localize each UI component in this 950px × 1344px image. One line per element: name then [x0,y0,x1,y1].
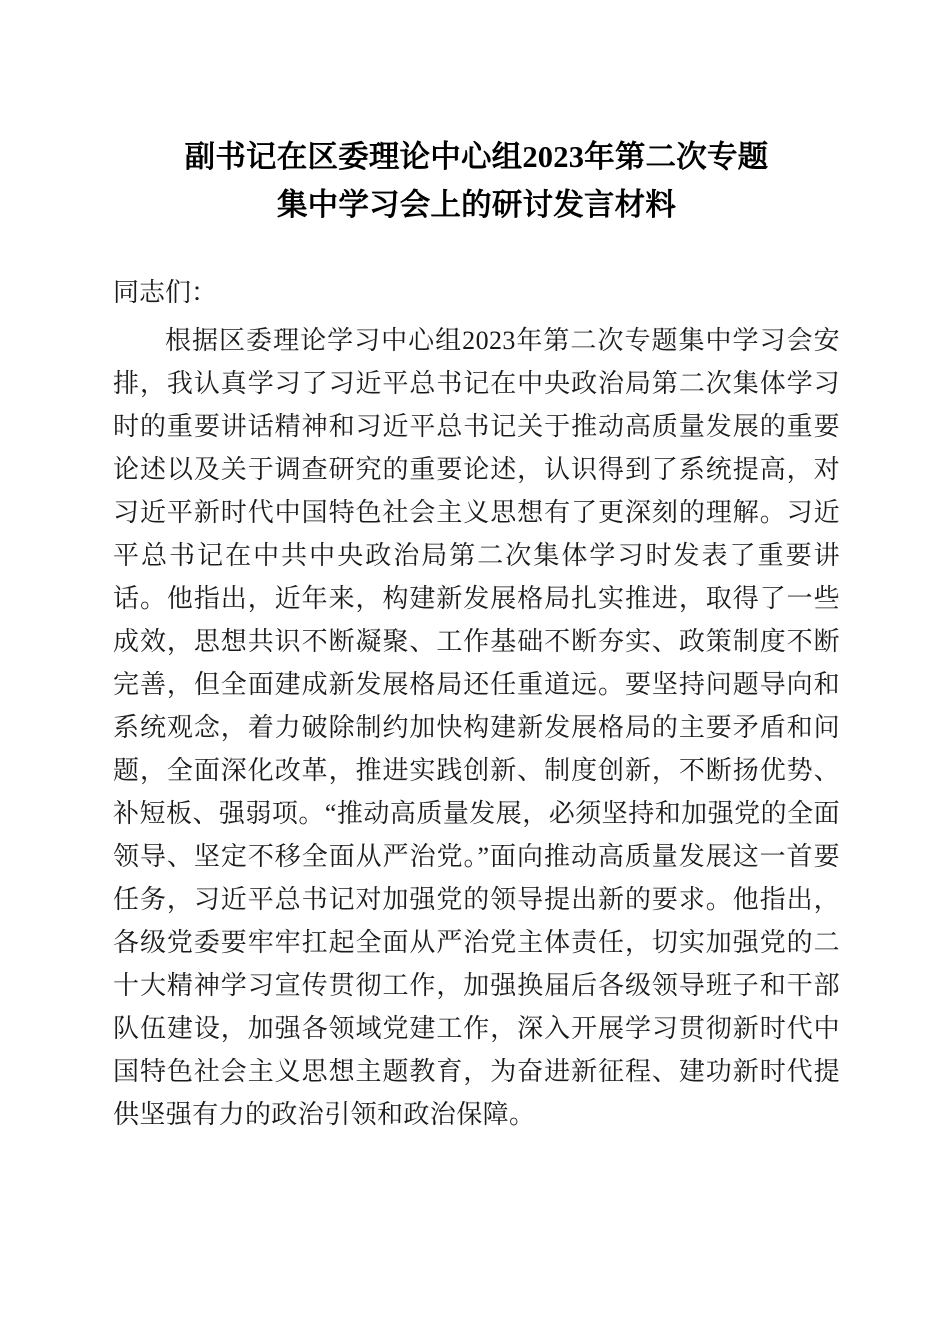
page-title [113,0,840,229]
document-body [113,0,840,1136]
page-title-line-1: 副书记在区委理论中心组2023年第二次专题 [184,140,769,174]
page-title-line-2: 集中学习会上的研讨发言材料 [276,188,677,222]
body-paragraph-1: 根据区委理论学习中心组2023年第二次专题集中学习会安排，我认真学习了习近平总书记在中央政治局第二次集体学习时的重要讲话精神和习近平总书记关于推动高质量发展的重要论述以及关于调查研究的重要论述，认识得到了系统提高，对习近平新时代中国特色社会主义思想有了更深刻的理解。习近平总书记在中共中央政治局第二次集体学习时发表了重要讲话。他指出，近年来，构建新发展格局扎实推进，取得了一些成效，思想共识不断凝聚、工作基础不断夯实、政策制度不断完善，但全面建成新发展格局还任重道远。要坚持问题导向和系统观念，着力破除制约加快构建新发展格局的主要矛盾和问题，全面深化改革，推进实践创新、制度创新，不断扬优势、补短板、强弱项。“推动高质量发展，必须坚持和加强党的全面领导、坚定不移全面从严治党。”面向推动高质量发展这一首要任务，习近平总书记对加强党的领导提出新的要求。他指出，各级党委要牢牢扛起全面从严治党主体责任，切实加强党的二十大精神学习宣传贯彻工作，加强换届后各级领导班子和干部队伍建设，加强各领域党建工作，深入开展学习贯彻新时代中国特色社会主义思想主题教育，为奋进新征程、建功新时代提供坚强有力的政治引领和政治保障。 [113,326,840,1129]
salutation: 同志们： [113,278,218,307]
